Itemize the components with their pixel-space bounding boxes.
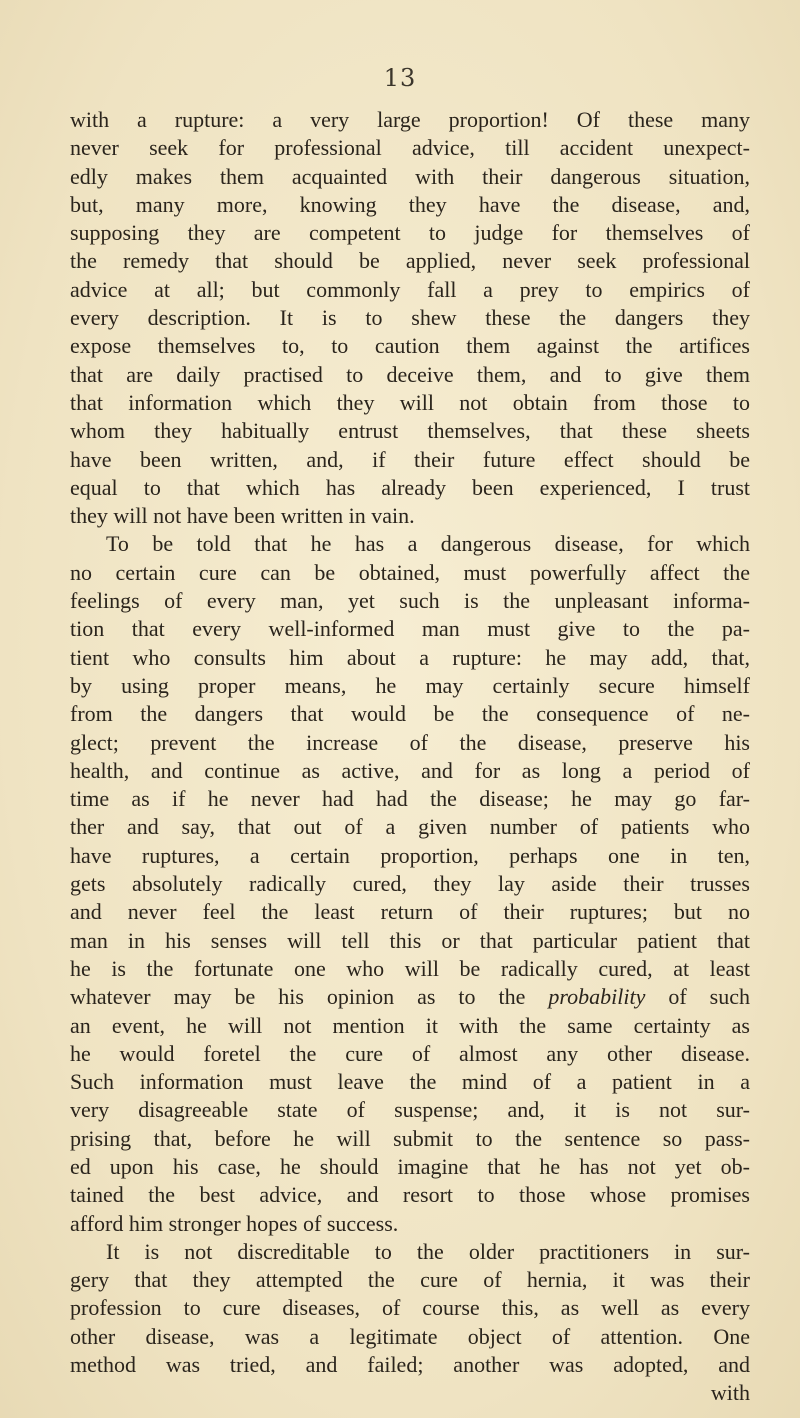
text-line: method was tried, and failed; another was adopted, and [70, 1352, 750, 1378]
text-line: tained the best advice, and resort to those whose promises [70, 1182, 750, 1208]
text-line: he is the fortunate one who will be radically cured, at least [70, 955, 750, 981]
text-line: but, many more, knowing they have the disease, and, [70, 191, 750, 217]
text-line: prising that, before he will submit to the sentence so pass- [70, 1125, 750, 1151]
text-line: with a rupture: a very large proportion! Of these many [70, 107, 750, 132]
text-line: time as if he never had had the disease; he may go far- [70, 786, 750, 812]
text-line: no certain cure can be obtained, must powerfully affect the [70, 559, 750, 585]
text-line: very disagreeable state of suspense; and, it is not sur- [70, 1097, 750, 1123]
text-line: advice at all; but commonly fall a prey to empirics of [70, 276, 750, 302]
text-line: from the dangers that would be the consequence of ne- [70, 701, 750, 727]
text-line: afford him stronger hopes of success. [70, 1210, 399, 1236]
text-line: an event, he will not mention it with the same certainty as [70, 1012, 750, 1038]
text-line: whatever may be his opinion as to the probability of such [70, 984, 750, 1010]
text-line: equal to that which has already been experienced, I trust [70, 474, 750, 500]
text-line: profession to cure diseases, of course this, as well as every [70, 1295, 750, 1321]
text-line: man in his senses will tell this or that particular patient that [70, 927, 750, 953]
text-line: tient who consults him about a rupture: he may add, that, [70, 644, 750, 670]
text-line: tion that every well-informed man must give to the pa- [70, 616, 750, 642]
text-line: that information which they will not obtain from those to [70, 389, 750, 415]
text-line: It is not discreditable to the older practitioners in sur- [106, 1238, 750, 1264]
text-line: and never feel the least return of their ruptures; but no [70, 899, 750, 925]
page-number: 13 [383, 64, 417, 92]
text-line: have ruptures, a certain proportion, perhaps one in ten, [70, 842, 750, 868]
text-line: glect; prevent the increase of the disease, preserve his [70, 729, 750, 755]
text-line: by using proper means, he may certainly secure himself [70, 672, 750, 698]
text-line: health, and continue as active, and for as long a period of [70, 757, 750, 783]
text-line: they will not have been written in vain. [70, 503, 415, 529]
text-line: whom they habitually entrust themselves, that these sheets [70, 418, 750, 444]
text-line: Such information must leave the mind of a patient in a [70, 1069, 750, 1095]
text-line: never seek for professional advice, till accident unexpect- [70, 135, 750, 161]
text-line: with [710, 1380, 750, 1406]
text-line: other disease, was a legitimate object of attention. One [70, 1323, 750, 1349]
text-line: edly makes them acquainted with their dangerous situation, [70, 163, 750, 189]
text-line: every description. It is to shew these the dangers they [70, 305, 750, 331]
text-line: feelings of every man, yet such is the unpleasant informa- [70, 588, 750, 614]
text-line: gets absolutely radically cured, they lay aside their trusses [70, 871, 750, 897]
text-line: he would foretel the cure of almost any other disease. [70, 1040, 750, 1066]
text-line: ed upon his case, he should imagine that he has not yet ob- [70, 1153, 750, 1179]
text-line: expose themselves to, to caution them against the artifices [70, 333, 750, 359]
text-line: ther and say, that out of a given number of patients who [70, 814, 750, 840]
text-line: To be told that he has a dangerous disease, for which [106, 531, 750, 557]
text-line: that are daily practised to deceive them, and to give them [70, 361, 750, 387]
body-text [70, 106, 750, 1408]
text-line: supposing they are competent to judge for themselves of [70, 220, 750, 246]
text-line: have been written, and, if their future effect should be [70, 446, 750, 472]
text-line: the remedy that should be applied, never seek professional [70, 248, 750, 274]
text-line: gery that they attempted the cure of hernia, it was their [70, 1267, 750, 1293]
